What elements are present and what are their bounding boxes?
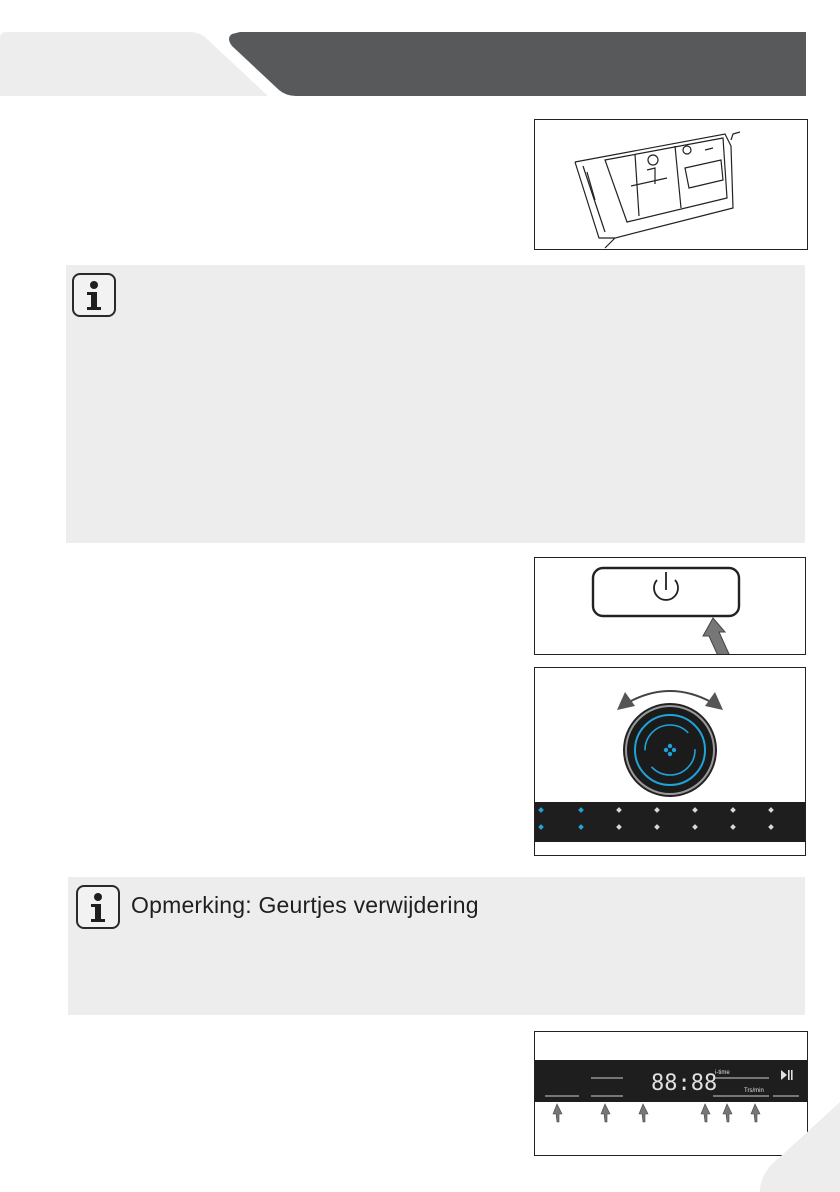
note-box-2 (68, 877, 805, 1015)
rotary-knob-illustration (623, 703, 717, 797)
note-box-1 (66, 265, 805, 543)
info-icon (72, 273, 116, 317)
detergent-drawer-illustration (535, 120, 807, 249)
info-icon (76, 885, 120, 929)
header-tab-right (0, 32, 810, 98)
drawer-figure (534, 119, 808, 250)
power-button-figure (534, 557, 806, 655)
program-knob-figure (534, 667, 806, 856)
svg-text:88:88: 88:88 (651, 1071, 718, 1096)
note-title: Opmerking: Geurtjes verwijdering (131, 892, 479, 918)
page-corner (760, 1102, 840, 1192)
svg-text:Trs/min: Trs/min (744, 1088, 764, 1094)
svg-text:i-time: i-time (715, 1070, 730, 1076)
